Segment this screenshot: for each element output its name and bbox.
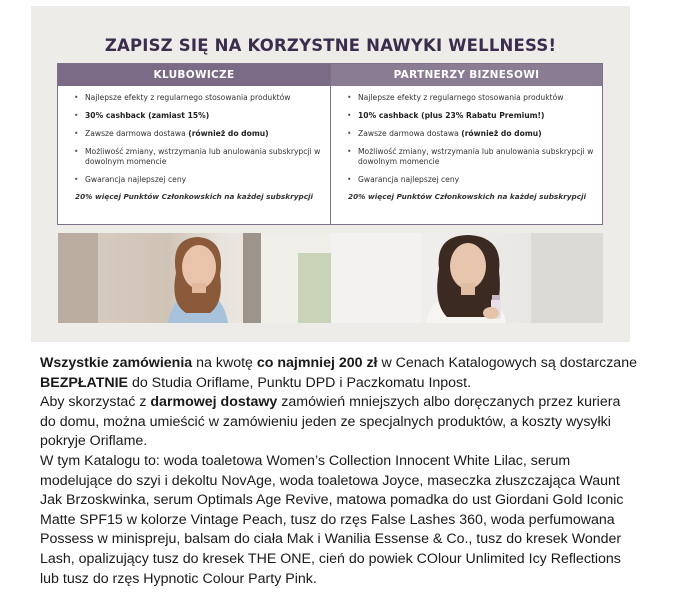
woman-serum-image <box>331 233 603 323</box>
benefit-item: • Gwarancja najlepszej ceny <box>347 175 596 185</box>
benefit-item: • 10% cashback (plus 23% Rabatu Premium!) <box>347 111 596 121</box>
free-delivery-paragraph: Wszystkie zamówienia na kwotę co najmniej 200 zł w Cenach Katalogowych są dostarczane BEZPŁATNIE do Studia Oriflame, Punktu DPD i Paczkomatu Inpost. <box>40 355 637 391</box>
column-club-members <box>58 64 331 224</box>
benefit-list-business-partners <box>331 86 602 185</box>
column-business-partners <box>331 64 602 224</box>
delivery-info-text <box>40 354 640 589</box>
woman-portrait-image <box>58 233 331 323</box>
column-header-business-partners: PARTNERZY BIZNESOWI <box>331 64 602 86</box>
column-header-club-members: KLUBOWICZE <box>58 64 330 86</box>
photo-woman-smiling <box>58 233 331 323</box>
photo-woman-with-serum <box>331 233 603 323</box>
benefit-item: • Najlepsze efekty z regularnego stosowania produktów <box>347 93 596 103</box>
benefit-list-club-members <box>58 86 330 185</box>
benefit-item: • Zawsze darmowa dostawa (również do domu) <box>74 129 324 139</box>
benefit-item: • Gwarancja najlepszej ceny <box>74 175 324 185</box>
banner-headline: ZAPISZ SIĘ NA KORZYSTNE NAWYKI WELLNESS! <box>104 36 557 55</box>
catalog-products-paragraph: W tym Katalogu to: woda toaletowa Women’s Collection Innocent White Lilac, serum modelujące do szyi i dekoltu NovAge, woda toaletowa Joyce, maseczka złuszczająca Waunt Jak Brzoskwinka, serum Optimals Age Revive, matowa pomadka do ust Giordani Gold Iconic Matte SPF15 w kolorze Vintage Peach, tusz do rzęs False Lashes 360, woda perfumowana Possess w minispreju, balsam do ciała Mak i Wanilia Essense & Co., tusz do kresek Wonder Lash, opalizujący tusz do kresek THE ONE, cień do powiek COlour Unlimited Icy Reflections lub tusz do rzęs Hypnotic Colour Party Pink. <box>40 452 624 587</box>
benefit-item: • Możliwość zmiany, wstrzymania lub anulowania subskrypcji w dowolnym momencie <box>74 147 324 167</box>
benefit-item: • Zawsze darmowa dostawa (również do domu) <box>347 129 596 139</box>
wellness-banner <box>31 6 630 342</box>
special-products-paragraph: Aby skorzystać z darmowej dostawy zamówień mniejszych albo doręczanych przez kuriera do domu, można umieścić w zamówieniu jeden ze specjalnych produktów, a koszty wysyłki pokryje Oriflame. <box>40 394 621 450</box>
bonus-points-note: 20% więcej Punktów Członkowskich na każdej subskrypcji <box>75 192 314 201</box>
benefit-item: • 30% cashback (zamiast 15%) <box>74 111 324 121</box>
benefit-item: • Możliwość zmiany, wstrzymania lub anulowania subskrypcji w dowolnym momencie <box>347 147 596 167</box>
bonus-points-note: 20% więcej Punktów Członkowskich na każdej subskrypcji <box>348 192 587 201</box>
benefit-item: • Najlepsze efekty z regularnego stosowania produktów <box>74 93 324 103</box>
benefits-table <box>57 63 603 225</box>
